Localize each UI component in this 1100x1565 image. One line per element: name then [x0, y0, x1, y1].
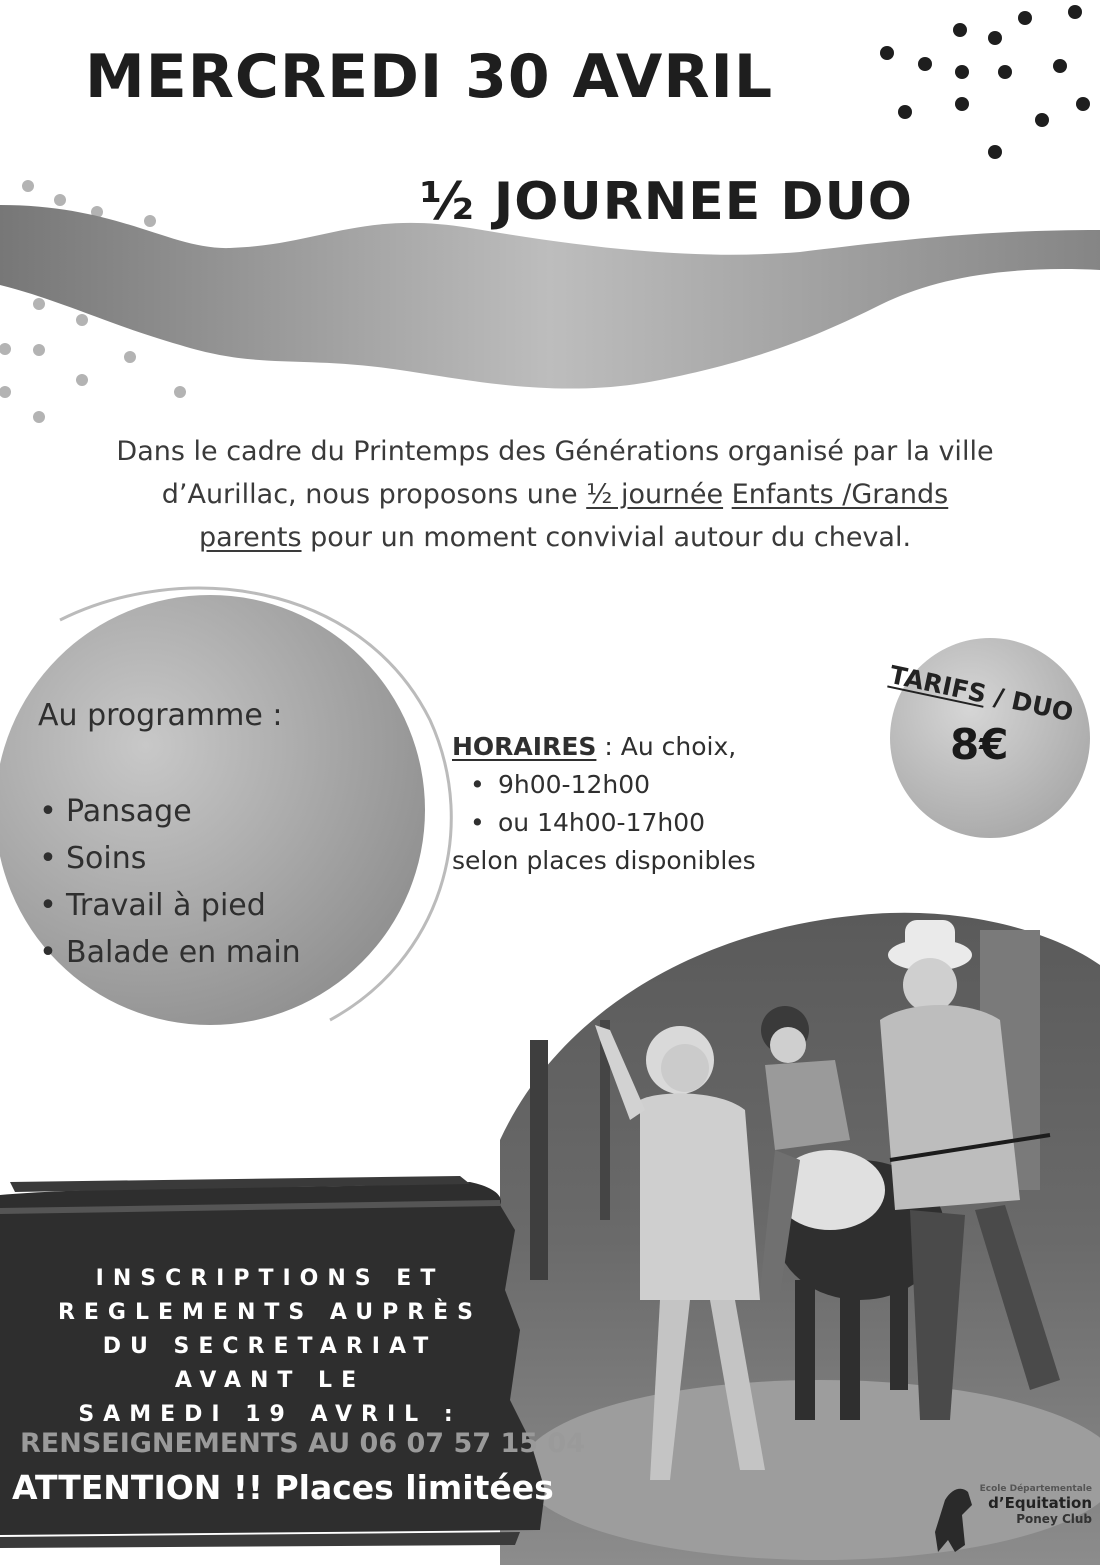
contact-info: RENSEIGNEMENTS AU 06 07 57 15 04	[20, 1428, 585, 1459]
inscriptions-line: DU SECRETARIAT	[102, 1334, 438, 1359]
inscriptions-line: AVANT LE	[174, 1368, 366, 1393]
inscriptions-line: INSCRIPTIONS ET	[95, 1266, 445, 1291]
wave-band	[0, 205, 1100, 389]
programme-item: • Pansage	[30, 788, 301, 835]
event-date: MERCREDI 30 AVRIL	[85, 42, 774, 112]
intro-underlined-2: Enfants /Grands parents	[198, 479, 949, 553]
logo-line-2: d’Equitation	[988, 1494, 1092, 1512]
intro-underlined-1: ½ journée	[586, 479, 724, 510]
tarifs-word: TARIFS	[886, 660, 989, 709]
horaires-block	[452, 728, 756, 880]
programme-item: • Balade en main	[30, 929, 301, 976]
horaires-label: HORAIRES	[452, 732, 597, 761]
horaires-slot: • ou 14h00-17h00	[452, 804, 756, 842]
logo-text	[952, 1484, 1092, 1526]
horaires-suffix: : Au choix,	[604, 732, 737, 761]
intro-part1: Dans le cadre du Printemps des Générations organisé par la ville d’Aurillac, nous proposons une	[116, 436, 994, 510]
logo-line-1: Ecole Départementale	[979, 1484, 1092, 1494]
programme-item: • Soins	[30, 835, 301, 882]
dots-top-right	[880, 5, 1090, 159]
inscriptions-block	[20, 1262, 520, 1432]
intro-part2: pour un moment convivial autour du cheval.	[310, 522, 912, 553]
inscriptions-line: REGLEMENTS AUPRÈS	[57, 1300, 483, 1325]
warning-text: ATTENTION !! Places limitées	[12, 1468, 554, 1507]
family-photo	[500, 913, 1100, 1565]
programme-item: • Travail à pied	[30, 882, 301, 929]
club-logo	[930, 1478, 1095, 1558]
programme-list	[30, 788, 301, 976]
price-value: 8€	[950, 720, 1009, 769]
horaires-note: selon places disponibles	[452, 846, 756, 875]
horaires-slot: • 9h00-12h00	[452, 766, 756, 804]
tarifs-unit: / DUO	[991, 682, 1076, 728]
event-title: ½ JOURNEE DUO	[420, 172, 914, 232]
inscriptions-line: SAMEDI 19 AVRIL :	[78, 1402, 462, 1427]
programme-title: Au programme :	[38, 698, 283, 733]
intro-text	[110, 430, 1000, 559]
logo-line-3: Poney Club	[1016, 1512, 1092, 1526]
